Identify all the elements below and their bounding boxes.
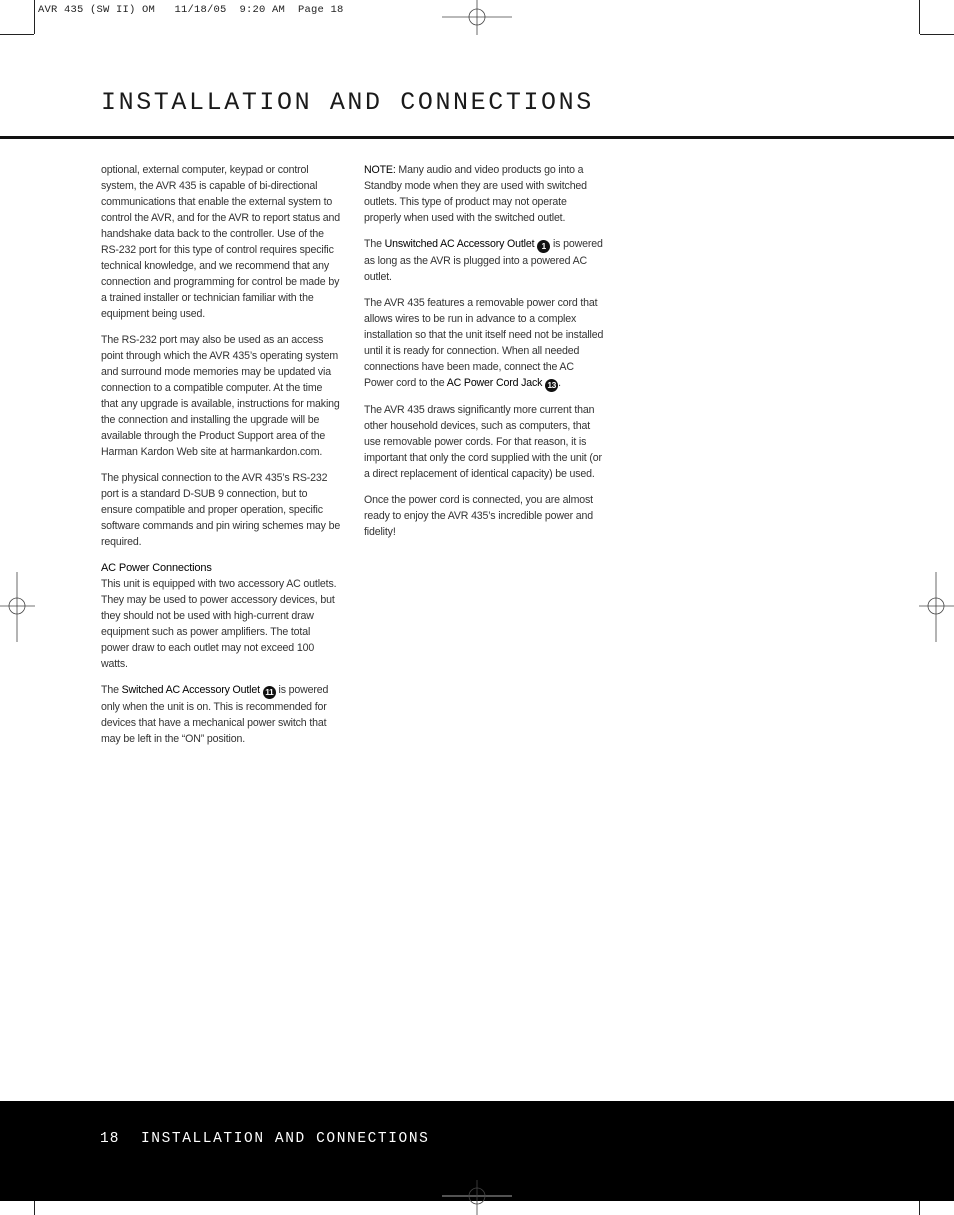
text-run: The AVR 435 features a removable power cord that allows wires to be run in advance to a complex installation so that the unit itself need not be installed until it is ready for connection. When all needed connections have been made, connect the AC Power cord to the bbox=[364, 297, 604, 389]
paragraph-power-cord bbox=[364, 295, 604, 392]
footer-page-number: 18 bbox=[100, 1131, 120, 1147]
note-text: Many audio and video products go into a Standby mode when they are used with switched outlets. This type of product may not operate properly when used with the switched outlet. bbox=[364, 164, 587, 224]
power-cord-jack-term: AC Power Cord Jack bbox=[446, 377, 543, 389]
registration-mark-right-icon bbox=[918, 572, 954, 644]
printer-slug: AVR 435 (SW II) OM 11/18/05 9:20 AM Page 18 bbox=[38, 4, 344, 16]
crop-mark-top-right-v bbox=[919, 0, 920, 34]
ac-power-section bbox=[101, 560, 341, 672]
crop-mark-top-left-v bbox=[34, 0, 35, 34]
paragraph-current-draw: The AVR 435 draws significantly more current than other household devices, such as computers, that use removable power cords. For that reason, it is important that only the cord supplied with the unit (or a direct replacement of identical capacity) be used. bbox=[364, 404, 602, 480]
text-run: is powered only when the unit is on. This is recommended for devices that have a mechanical power switch that may be left in the “ON” position. bbox=[101, 684, 329, 745]
crop-mark-top-left bbox=[0, 34, 34, 35]
title-rule bbox=[0, 136, 954, 139]
unswitched-outlet-term: Unswitched AC Accessory Outlet bbox=[384, 238, 535, 250]
text-run: . bbox=[558, 377, 561, 389]
paragraph-closing: Once the power cord is connected, you are almost ready to enjoy the AVR 435’s incredible power and fidelity! bbox=[364, 494, 594, 538]
paragraph-note bbox=[364, 162, 604, 226]
paragraph-ac-outlets: This unit is equipped with two accessory AC outlets. They may be used to power accessory devices, but they should not be used with high-current draw equipment such as power amplifiers. The total power draw to each outlet may not exceed 100 watts. bbox=[101, 578, 337, 670]
right-column bbox=[364, 162, 604, 550]
text-run: The bbox=[101, 684, 122, 696]
paragraph-unswitched-outlet bbox=[364, 236, 604, 285]
paragraph-switched-outlet bbox=[101, 682, 341, 747]
paragraph-rs232-upgrade: The RS-232 port may also be used as an access point through which the AVR 435’s operating system and surround mode memories may be updated via connection to a compatible computer. At the time that any upgrade is available, instructions for making the connection and installing the upgrade will be available through the Product Support area of the Harman Kardon Web site at harmankardon.com. bbox=[101, 334, 340, 458]
callout-number-badge: 13 bbox=[545, 379, 558, 392]
paragraph-rs232-physical: The physical connection to the AVR 435’s RS-232 port is a standard D-SUB 9 connection, but to ensure compatible and proper operation, specific software commands and pin wiring schemes may be required. bbox=[101, 472, 341, 548]
note-label: NOTE: bbox=[364, 164, 396, 176]
text-run: The bbox=[364, 238, 385, 250]
callout-number-badge: 1 bbox=[537, 240, 550, 253]
footer-section-label: INSTALLATION AND CONNECTIONS bbox=[141, 1131, 430, 1147]
switched-outlet-term: Switched AC Accessory Outlet bbox=[121, 684, 260, 696]
crop-mark-top-right bbox=[920, 34, 954, 35]
registration-mark-top-icon bbox=[442, 0, 514, 36]
text-run: is powered as long as the AVR is plugged into a powered AC outlet. bbox=[364, 238, 603, 283]
ac-power-heading: AC Power Connections bbox=[101, 562, 212, 574]
registration-mark-bottom-icon bbox=[442, 1180, 514, 1215]
page-title: INSTALLATION AND CONNECTIONS bbox=[101, 88, 594, 117]
paragraph-rs232-control: optional, external computer, keypad or control system, the AVR 435 is capable of bi-directional communications that enable the external system to control the AVR, and for the AVR to report status and handshake data back to the controller. Use of the RS-232 port for this type of control requires specific technical knowledge, and we recommend that any connection and programming for control be made by a trained installer or technician familiar with the equipment being used. bbox=[101, 164, 340, 320]
callout-number-badge: 11 bbox=[263, 686, 276, 699]
left-column bbox=[101, 162, 341, 757]
registration-mark-left-icon bbox=[0, 572, 36, 644]
